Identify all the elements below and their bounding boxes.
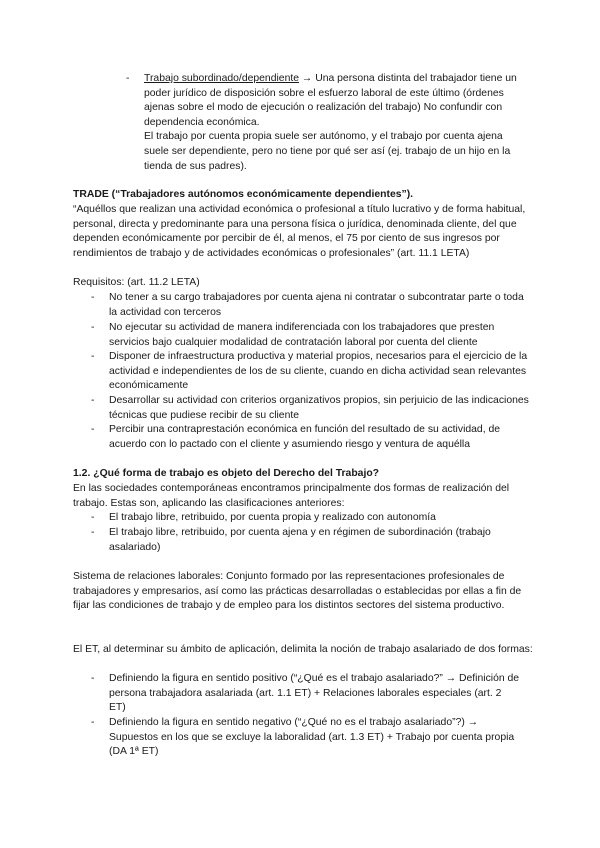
subordinado-note: El trabajo por cuenta propia suele ser autónomo, y el trabajo por cuenta ajena suele ser dependiente, pero no tiene por qué ser así (ej. trabajo de un hijo en la tienda de sus padres). [144,131,511,172]
bullet-dash: - [91,292,95,303]
requisito-text: No ejecutar su actividad de manera indiferenciada con los trabajadores que presten servicios bajo cualquier modalidad de contratación laboral por cuenta del cliente [109,322,495,348]
subordinado-text [144,72,526,130]
requisito-text: Disponer de infraestructura productiva y material propios, necesarios para el ejercicio de la actividad e independientes de los de su cliente, cuando en dicha actividad sean relevantes económicamente [109,351,528,392]
bullet-dash: - [126,73,130,84]
bullet-dash: - [91,527,95,538]
bullet-dash: - [91,424,95,435]
subordinado-item [126,72,526,174]
bullet-dash: - [91,512,95,523]
requisito-item [91,321,531,350]
requisitos-label: Requisitos: (art. 11.2 LETA) [73,277,200,288]
forma-item [91,511,531,526]
bullet-dash: - [91,717,95,728]
requisito-item [91,423,531,452]
requisito-text: Percibir una contraprestación económica en función del resultado de su actividad, de acuerdo con lo pactado con el cliente y asumiendo riesgo y ventura de aquélla [109,424,501,450]
bullet-dash: - [91,322,95,333]
requisito-text: Desarrollar su actividad con criterios organizativos propios, sin perjuicio de las indicaciones técnicas que pudiese recibir de su cliente [109,395,529,421]
trade-definition: “Aquéllos que realizan una actividad económica o profesional a título lucrativo y de forma habitual, personal, directa y predominante para una persona física o jurídica, denominada cliente, del que dependen económicamente por percibir de él, al menos, el 75 por ciento de sus ingresos por rendimientos de trabajo y de actividades económicas o profesionales” (art. 11.1 LETA) [73,204,526,259]
et-text: Definiendo la figura en sentido negativo (“¿Qué no es el trabajo asalariado”?) → Supuestos en los que se excluye la laboralidad (art. 1.3 ET) + Trabajo por cuenta propia (DA 1ª ET) [109,717,515,758]
requisito-item [91,291,531,320]
bullet-dash: - [91,673,95,684]
sistema-paragraph: Sistema de relaciones laborales: Conjunto formado por las representaciones profesionales de trabajadores y empresarios, así como las prácticas desarrolladas o establecidas por ellas a fin de fijar las condiciones de trabajo y de empleo para los distintos sectores del sistema productivo. [73,571,522,612]
et-text: Definiendo la figura en sentido positivo (“¿Qué es el trabajo asalariado?” → Definición de persona trabajadora asalariada (art. 1.1 ET) + Relaciones laborales especiales (art. 2 ET) [109,673,520,714]
et-item [91,716,521,760]
section-heading: 1.2. ¿Qué forma de trabajo es objeto del Derecho del Trabajo? [73,468,380,479]
subordinado-definition: → Una persona distinta del trabajador tiene un poder jurídico de disposición sobre el esfuerzo laboral de este último (órdenes ajenas sobre el modo de ejecución o realización del trabajo) No confundir con dependencia económica. [144,73,517,128]
forma-text: El trabajo libre, retribuido, por cuenta propia y realizado con autonomía [109,512,436,523]
trade-heading: TRADE (“Trabajadores autónomos económicamente dependientes”). [73,189,414,200]
requisito-item [91,394,531,423]
requisito-item [91,350,531,394]
bullet-dash: - [91,351,95,362]
forma-text: El trabajo libre, retribuido, por cuenta ajena y en régimen de subordinación (trabajo asalariado) [109,527,491,553]
forma-item [91,526,531,555]
section-intro: En las sociedades contemporáneas encontramos principalmente dos formas de realización del trabajo. Estas son, aplicando las clasificaciones anteriores: [73,483,510,509]
et-item [91,672,521,716]
bullet-dash: - [91,395,95,406]
et-intro: El ET, al determinar su ámbito de aplicación, delimita la noción de trabajo asalariado de dos formas: [73,644,533,655]
requisito-text: No tener a su cargo trabajadores por cuenta ajena ni contratar o subcontratar parte o toda la actividad con terceros [109,292,524,318]
subordinado-term: Trabajo subordinado/dependiente [144,73,300,84]
